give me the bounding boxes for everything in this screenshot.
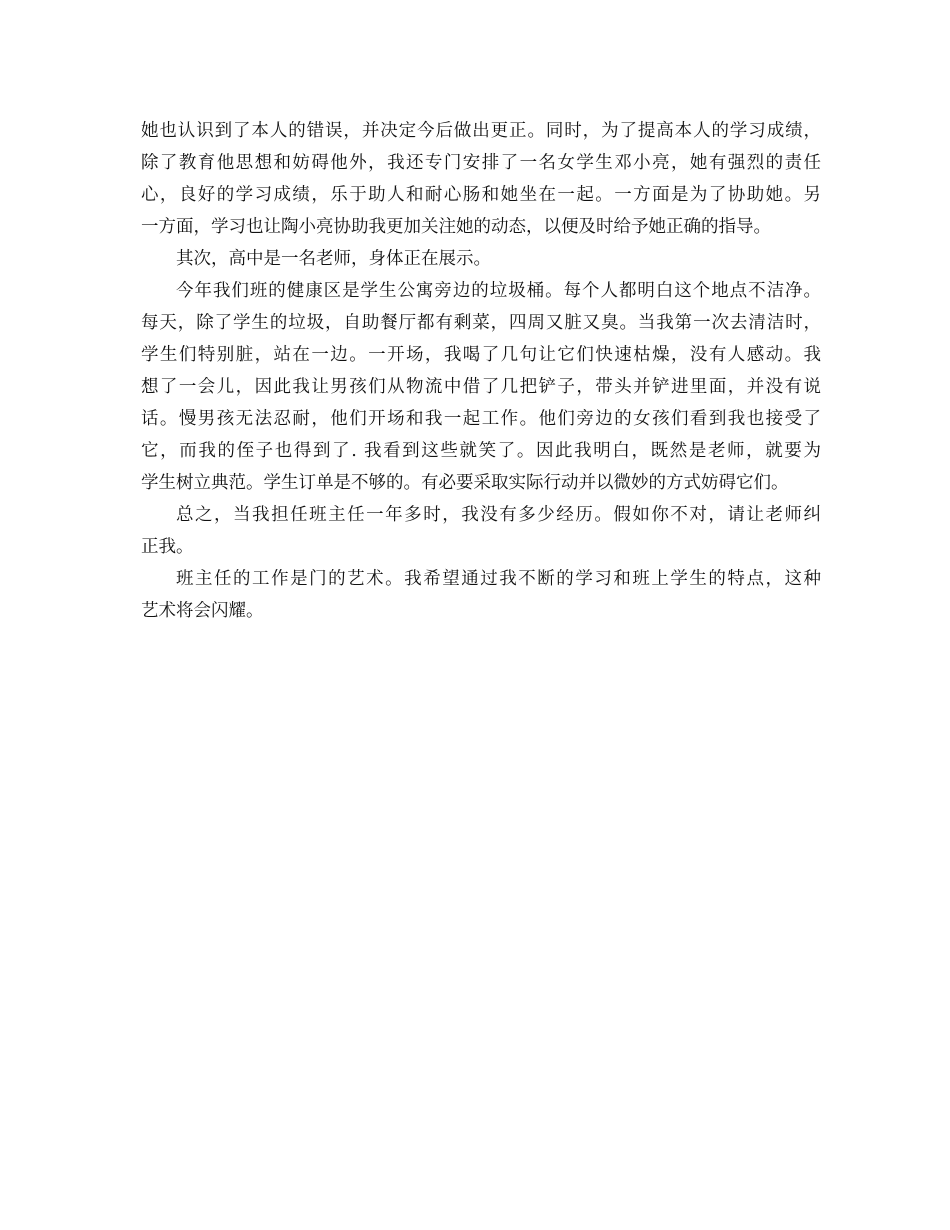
text-line: 话。慢男孩无法忍耐，他们开场和我一起工作。他们旁边的女孩们看到我也接受了 [141,409,821,429]
text-line: 学生树立典范。学生订单是不够的。有必要采取实际行动并以微妙的方式妨碍它们。 [141,473,789,493]
text-line: 她也认识到了本人的错误，并决定今后做出更正。同时，为了提高本人的学习成绩， [141,121,821,141]
text-line: 除了教育他思想和妨碍他外，我还专门安排了一名女学生邓小亮，她有强烈的责任 [141,153,821,173]
text-line: 一方面，学习也让陶小亮协助我更加关注她的动态，以便及时给予她正确的指导。 [141,217,771,237]
paragraph-first-line: 今年我们班的健康区是学生公寓旁边的垃圾桶。每个人都明白这个地点不洁净。 [176,281,821,301]
text-line: 想了一会儿，因此我让男孩们从物流中借了几把铲子，带头并铲进里面，并没有说 [141,377,821,397]
text-line: 每天，除了学生的垃圾，自助餐厅都有剩菜，四周又脏又臭。当我第一次去清洁时， [141,313,821,333]
paragraph-first-line: 其次，高中是一名老师，身体正在展示。 [176,249,491,269]
text-line: 正我。 [141,537,194,557]
document-body [141,115,821,627]
text-line: 心，良好的学习成绩，乐于助人和耐心肠和她坐在一起。一方面是为了协助她。另 [141,185,821,205]
text-line: 它，而我的侄子也得到了. 我看到这些就笑了。因此我明白，既然是老师，就要为 [141,441,821,461]
paragraph-first-line: 总之，当我担任班主任一年多时，我没有多少经历。假如你不对，请让老师纠 [176,505,821,525]
text-line: 艺术将会闪耀。 [141,601,264,621]
text-line: 学生们特别脏，站在一边。一开场，我喝了几句让它们快速枯燥，没有人感动。我 [141,345,821,365]
paragraph-first-line: 班主任的工作是门的艺术。我希望通过我不断的学习和班上学生的特点，这种 [176,569,821,589]
